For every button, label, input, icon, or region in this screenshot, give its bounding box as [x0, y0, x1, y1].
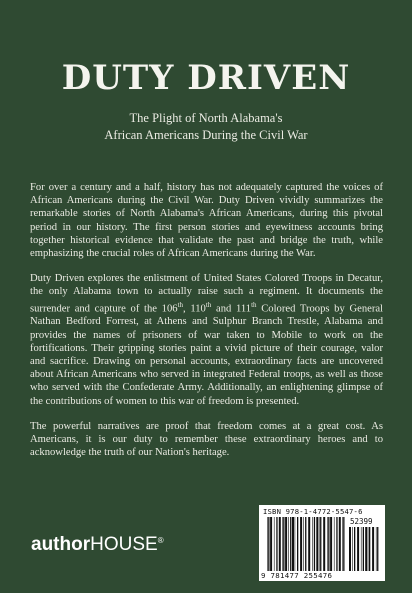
- barcode-bar: [320, 517, 321, 571]
- barcode-bar: [300, 517, 302, 571]
- barcode-bar: [285, 517, 287, 571]
- isbn-barcode: [259, 505, 385, 581]
- barcode-bar: [323, 517, 325, 571]
- isbn-number: ISBN 978-1-4772-5547-6: [263, 507, 363, 516]
- subtitle-line-2: African Americans During the Civil War: [104, 128, 308, 142]
- barcode-bar: [279, 517, 281, 571]
- barcode-bar: [342, 517, 343, 571]
- barcode-bar: [295, 517, 296, 571]
- barcode-bar: [288, 517, 289, 571]
- barcode-bar: [290, 517, 291, 571]
- barcode-bar: [365, 527, 367, 571]
- logo-house: HOUSE: [90, 534, 158, 555]
- barcode-bar: [352, 527, 353, 571]
- barcode-bar: [363, 527, 364, 571]
- barcode-bar: [336, 517, 337, 571]
- barcode-bar: [308, 517, 310, 571]
- barcode-bar: [372, 527, 374, 571]
- barcode-bar: [334, 517, 335, 571]
- barcode-bar: [268, 517, 269, 571]
- book-title: DUTY DRIVEN: [61, 58, 351, 98]
- addon-barcode-bars: [349, 527, 379, 571]
- barcode-bar: [328, 517, 329, 571]
- ean-digits: 9 781477 255476: [261, 571, 333, 580]
- book-subtitle: [0, 110, 412, 144]
- barcode-bar: [376, 527, 377, 571]
- publisher-logo: [31, 534, 164, 556]
- barcode-bar: [369, 527, 370, 571]
- barcode-bar: [282, 517, 283, 571]
- barcode-bar: [270, 517, 272, 571]
- registered-mark: ®: [157, 536, 164, 545]
- barcode-bar: [330, 517, 332, 571]
- barcode-bar: [377, 527, 378, 571]
- barcode-bar: [357, 527, 359, 571]
- barcode-bar: [349, 527, 351, 571]
- price-code: 52399: [350, 517, 373, 526]
- barcode-bar: [361, 527, 362, 571]
- barcode-bar: [327, 517, 328, 571]
- barcode-bar: [343, 517, 344, 571]
- barcode-bar: [312, 517, 313, 571]
- barcode-bar: [274, 517, 275, 571]
- subtitle-line-1: The Plight of North Alabama's: [129, 111, 283, 125]
- barcode-bar: [354, 527, 355, 571]
- blurb-paragraph-1: For over a century and a half, history has not adequately captured the voices of African Americans during the Civil War. Duty Driven vividly summarizes the remarkable stories of North Alabama's African Americans, during this pivotal period in our history. The first person stories and eyewitness accounts bring together historical evidence that validate the past and bridge the truth, while emphasizing the crucial roles of African Americans during the War.: [30, 182, 383, 260]
- barcode-bar: [276, 517, 277, 571]
- barcode-bar: [267, 517, 268, 571]
- logo-author: author: [31, 534, 91, 555]
- barcode-bar: [283, 517, 284, 571]
- barcode-bar: [305, 517, 306, 571]
- barcode-bar: [314, 517, 315, 571]
- blurb-paragraph-2: Duty Driven explores the enlistment of United States Colored Troops in Decatur, the only Alabama town to actually raise such a regiment. It documents the surrender and capture of the 106th, 110th and 111th Colored Troops by General Nathan Bedford Forrest, at Athens and Sulphur Branch Trestle, Alabama and provides the names of prisoners of war taken to Mobile to work on the fortifications. Their gripping stories paint a vivid picture of their courage, valor and sacrifice. Drawing on personal accounts, extraordinary facts are uncovered about African Americans who served in integrated Federal troops, as well as those who served with the Confederate Army. Additionally, an enlightening glimpse of the contributions of women to this war of freedom is presented.: [30, 273, 383, 407]
- barcode-bar: [292, 517, 294, 571]
- barcode-bar: [339, 517, 341, 571]
- ean-barcode-bars: [267, 517, 345, 571]
- barcode-bar: [316, 517, 318, 571]
- barcode-bar: [303, 517, 304, 571]
- back-cover-blurb: [30, 181, 383, 471]
- barcode-bar: [368, 527, 369, 571]
- blurb-paragraph-3: The powerful narratives are proof that freedom comes at a great cost. As Americans, it is our duty to remember these extraordinary heroes and to acknowledge the truth of our Nation's heritage.: [30, 420, 383, 459]
- barcode-bar: [319, 517, 320, 571]
- barcode-bar: [297, 517, 298, 571]
